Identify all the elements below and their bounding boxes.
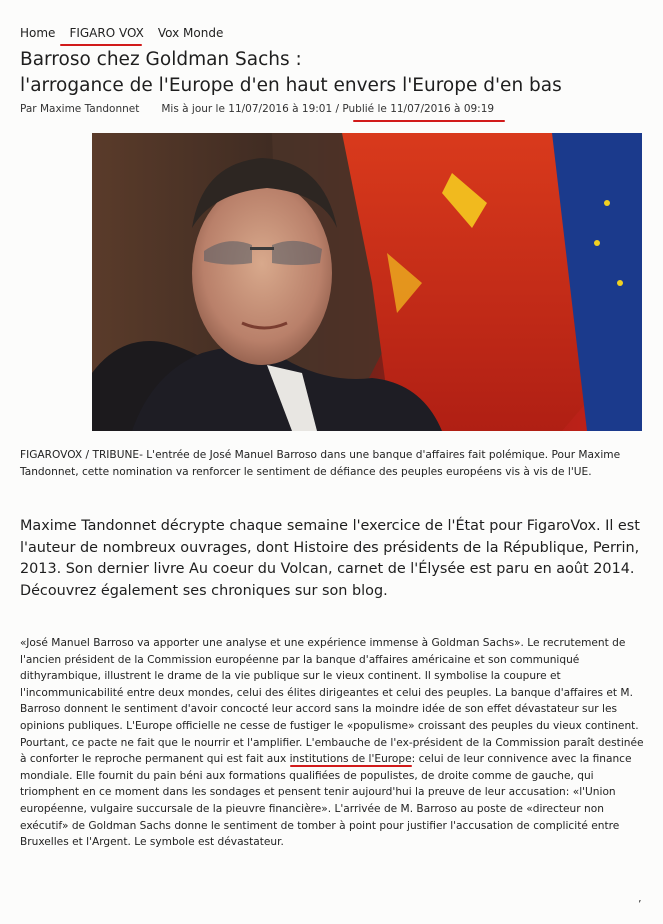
article-dates [161, 103, 494, 115]
body-text-2: : celui de leur [411, 753, 488, 766]
title-line-1: Barroso chez Goldman Sachs : [20, 49, 302, 70]
title-line-2: l'arrogance de l'Europe d'en haut envers l'Europe d'en bas [20, 75, 562, 96]
caption-label: FIGAROVOX / TRIBUNE [20, 449, 140, 461]
photo-caption [20, 447, 645, 480]
body-text-1: «José Manuel Barroso va apporter une analyse et une expérience immense à Goldman Sachs». Le recrutement de l'ancien président de la Commission européenne par la banque d'affaires américaine et son communiqué dithyrambique, illustrent le drame de la vie publique sur le vieux continent. Il symbolise la coupure et l'incommunicabilité entre deux mondes, celui des élites dirigeantes et celui des peuples. La banque d'affaires et M. Barroso donnent le sentiment d'avoir concocté leur accord sans la moindre idée de son effet dévastateur sur les opinions publiques. L'Europe officielle ne cesse de fustiger le «populisme» croissant des peuples du vieux continent. Pourtant, ce pacte ne fait que le nourrir et l'amplifier. L'embauche de l'ex-président de la Commission paraît destinée à conforter le reproche permanent qui est fait aux [20, 637, 644, 766]
highlight-connivence: connivence avec la finance mondiale [20, 753, 632, 782]
nav-vox-monde-link[interactable]: Vox Monde [157, 26, 224, 40]
body-text-3: . Elle fournit du pain béni aux formations qualifiées de populistes, de droite comme de gauche, qui triomphent en ce moment dans les sondages et pensent tenir aujourd'hui la preuve de leur accusation: « [20, 769, 594, 799]
highlight-complicite: complicité entre Bruxelles et l'Argent [20, 819, 620, 849]
barroso-photo [92, 133, 642, 431]
breadcrumb-nav [20, 26, 223, 40]
article-photo [92, 133, 642, 431]
figaro-vox-underline [60, 44, 142, 46]
published-date: Publié le 11/07/2016 à 09:19 [342, 103, 495, 115]
highlight-institutions: institutions de l'Europe [289, 753, 412, 766]
article-title [20, 47, 650, 99]
highlight-union-europeenne: l'Union européenne, vulgaire succursale de la pieuvre financière [20, 786, 616, 815]
scan-mark: ’ [638, 898, 642, 911]
date-separator: / [332, 103, 343, 115]
nav-figaro-vox-link[interactable]: FIGARO VOX [69, 26, 144, 40]
updated-date: Mis à jour le 11/07/2016 à 19:01 [161, 103, 333, 115]
article-body [20, 635, 650, 851]
caption-text: - L'entrée de José Manuel Barroso dans une banque d'affaires fait polémique. Pour Maxime Tandonnet, cette nomination va renforcer le sentiment de défiance des peuples européens vis à vis de l'UE. [20, 449, 621, 478]
nav-home-link[interactable]: Home [20, 26, 56, 40]
author-intro: Maxime Tandonnet décrypte chaque semaine l'exercice de l'État pour FigaroVox. Il est l'auteur de nombreux ouvrages, dont Histoire des présidents de la République, Perrin, 2013. Son dernier livre Au coeur du Volcan, carnet de l'Élysée est paru en août 2014. Découvrez également ses chroniques sur son blog. [20, 518, 640, 599]
published-date-underline [353, 120, 505, 122]
byline [20, 103, 494, 115]
author-name[interactable]: Par Maxime Tandonnet [20, 103, 140, 115]
body-text-5: . Le symbole est dévastateur. [127, 836, 284, 849]
body-text-4: ». L'arrivée de M. Barroso au poste de «directeur non exécutif» de Goldman Sachs donne le sentiment de tomber à point pour justifier l'accusation de [20, 802, 604, 832]
